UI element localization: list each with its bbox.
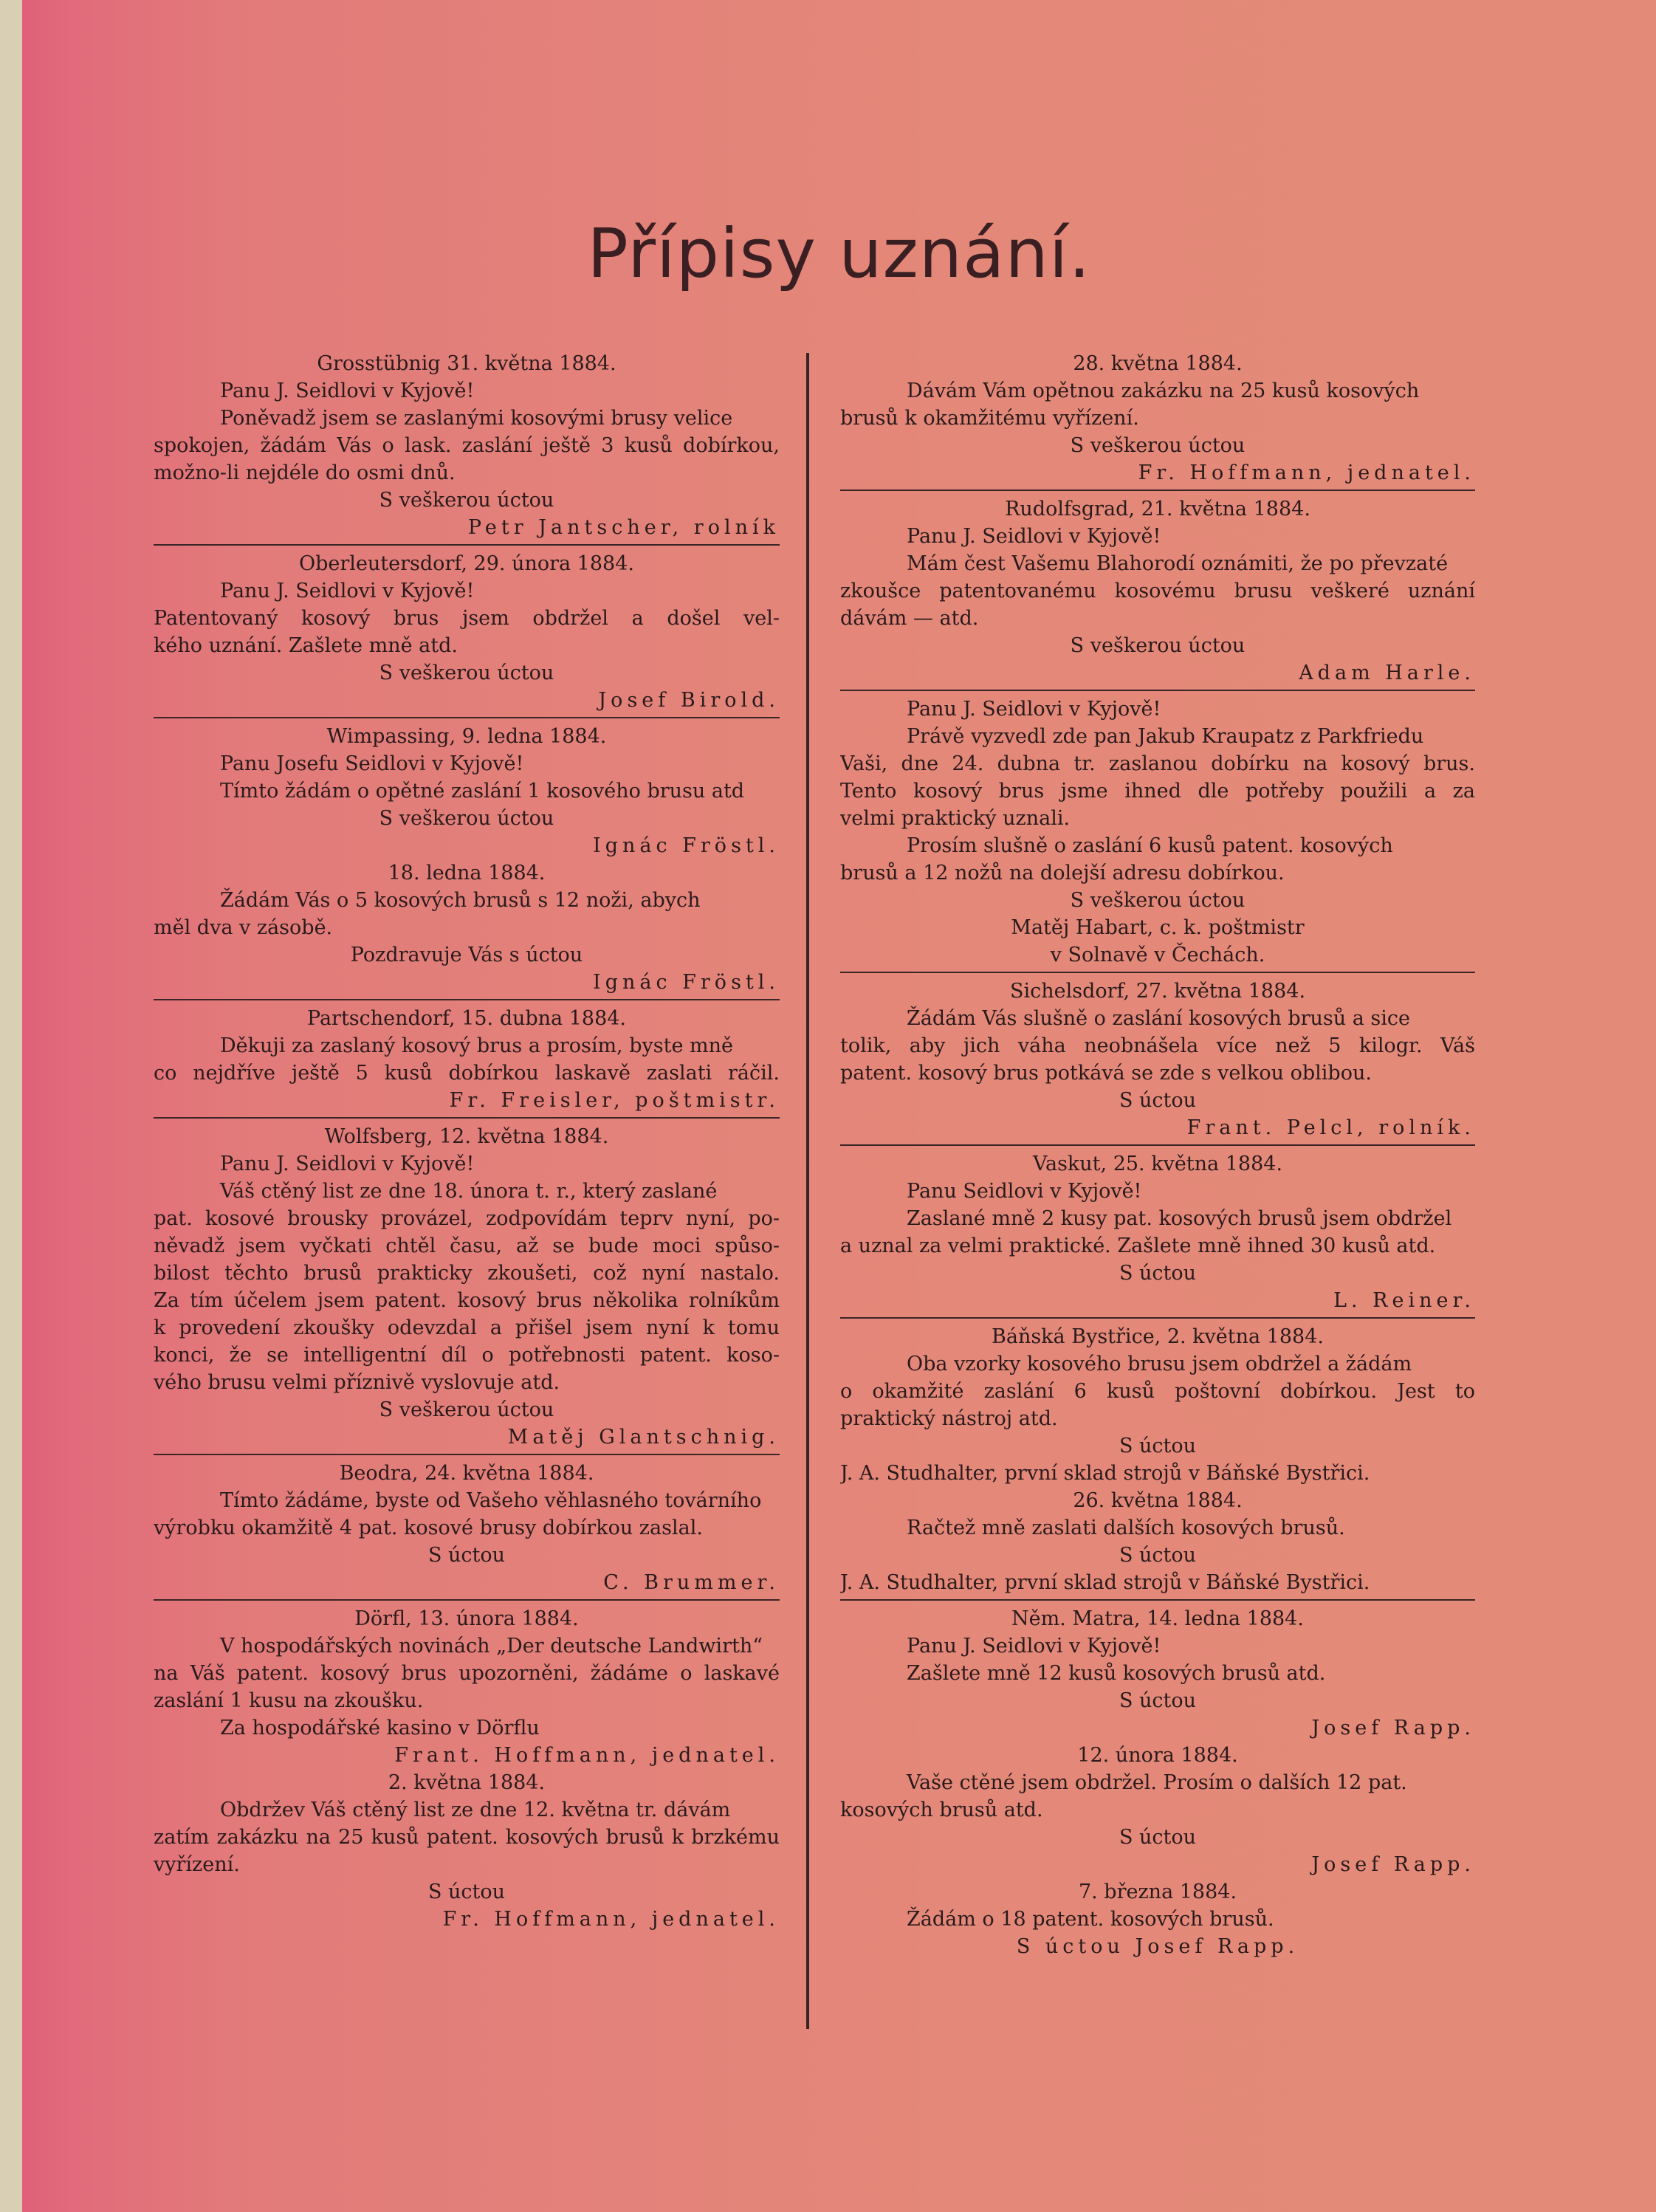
- letter: [840, 1150, 1475, 1314]
- letter-line: tolik, aby jich váha neobnášela více než 5 kilogr. Váš: [840, 1034, 1475, 1057]
- letter-line: Něm. Matra, 14. ledna 1884.: [1011, 1607, 1304, 1630]
- letter-line: Račtež mně zaslati dalších kosových brusů.: [907, 1517, 1345, 1539]
- letter-line: Matěj Glantschnig.: [507, 1426, 780, 1449]
- letter-line: brusů a 12 nožů na dolejší adresu dobírkou.: [840, 862, 1285, 885]
- letter-line: S úctou Josef Rapp.: [1016, 1935, 1299, 1958]
- letter-line: S úctou: [1119, 1826, 1197, 1849]
- letter-line: C. Brummer.: [603, 1571, 780, 1594]
- letter-line: Panu J. Seidlovi v Kyjově!: [220, 580, 475, 602]
- letter-line: Žádám o 18 patent. kosových brusů.: [907, 1908, 1274, 1931]
- letter-line: Dávám Vám opětnou zakázku na 25 kusů kosových: [907, 379, 1420, 402]
- letter-line: Frant. Pelcl, rolník.: [1186, 1116, 1475, 1139]
- letter: [154, 1605, 780, 1933]
- letter-line: S úctou: [1119, 1689, 1197, 1712]
- letter-separator: [154, 717, 780, 718]
- letter-line: S úctou: [427, 1544, 506, 1567]
- letter-line: Tento kosový brus jsme ihned dle potřeby použili a za: [840, 780, 1475, 803]
- letter-line: Josef Birold.: [598, 689, 780, 712]
- letter-line: co nejdříve ještě 5 kusů dobírkou laskavě zaslati ráčil.: [154, 1062, 780, 1085]
- letter-line: Za tím účelem jsem patent. kosový brus několika rolníkům: [154, 1289, 780, 1312]
- letter-line: Panu J. Seidlovi v Kyjově!: [907, 525, 1161, 548]
- letter-line: Fr. Hoffmann, jednatel.: [1138, 461, 1475, 484]
- letter-line: kého uznání. Zašlete mně atd.: [154, 634, 458, 657]
- letter-separator: [840, 690, 1475, 691]
- letter-line: S veškerou úctou: [379, 662, 554, 684]
- letter-line: Petr Jantscher, rolník: [467, 516, 780, 539]
- letter-line: bilost těchto brusů prakticky zkoušeti, což nyní nastalo.: [154, 1262, 780, 1285]
- letter-line: Beodra, 24. května 1884.: [339, 1462, 594, 1485]
- letter: [154, 550, 780, 714]
- letter: [154, 1460, 780, 1596]
- letter-line: Zaslané mně 2 kusy pat. kosových brusů jsem obdržel: [907, 1207, 1452, 1230]
- letter-line: Josef Rapp.: [1311, 1853, 1475, 1876]
- letter-line: Fr. Hoffmann, jednatel.: [442, 1908, 780, 1931]
- letter-line: kosových brusů atd.: [840, 1799, 1043, 1821]
- letter-line: S úctou: [1119, 1544, 1197, 1567]
- letter-line: Panu Josefu Seidlovi v Kyjově!: [220, 752, 524, 775]
- letter-line: Za hospodářské kasino v Dörflu: [220, 1717, 540, 1739]
- letter: [154, 1005, 780, 1114]
- letter-line: S veškerou úctou: [379, 489, 554, 512]
- letter-line: možno-li nejdéle do osmi dnů.: [154, 461, 456, 484]
- letter-line: 12. února 1884.: [1077, 1744, 1238, 1767]
- letter-line: Fr. Freisler, poštmistr.: [449, 1089, 780, 1112]
- letter-line: zatím zakázku na 25 kusů patent. kosových brusů k brzkému: [154, 1826, 780, 1849]
- letter: [840, 1323, 1475, 1596]
- letter-line: Prosím slušně o zaslání 6 kusů patent. kosových: [907, 834, 1393, 857]
- letter-line: pat. kosové brousky provázel, zodpovídám teprv nyní, po-: [154, 1207, 780, 1230]
- letter-line: Oberleutersdorf, 29. února 1884.: [299, 552, 634, 575]
- letter-line: 18. ledna 1884.: [388, 862, 546, 885]
- letter-line: Právě vyzvedl zde pan Jakub Kraupatz z Parkfriedu: [907, 725, 1424, 748]
- letter-line: Sichelsdorf, 27. května 1884.: [1009, 980, 1306, 1003]
- letter-line: Tímto žádáme, byste od Vašeho věhlasného továrního: [220, 1489, 762, 1512]
- page: [22, 0, 1656, 2212]
- letter-separator: [154, 999, 780, 1000]
- letter-line: Báňská Bystřice, 2. května 1884.: [992, 1325, 1324, 1348]
- letter-line: brusů k okamžitému vyřízení.: [840, 407, 1139, 430]
- left-column: [154, 350, 780, 1933]
- letter-line: na Váš patent. kosový brus upozorněni, žádáme o laskavé: [154, 1662, 780, 1685]
- letter: [840, 1605, 1475, 1960]
- letter-line: výrobku okamžitě 4 pat. kosové brusy dobírkou zaslal.: [154, 1517, 703, 1539]
- letter-separator: [154, 544, 780, 546]
- letter-line: Oba vzorky kosového brusu jsem obdržel a žádám: [907, 1353, 1412, 1375]
- letter-line: měl dva v zásobě.: [154, 916, 333, 939]
- letter-line: Ignác Fröstl.: [593, 971, 780, 994]
- letter-line: Panu J. Seidlovi v Kyjově!: [907, 698, 1161, 721]
- letter-line: Frant. Hoffmann, jednatel.: [394, 1744, 780, 1767]
- letter: [154, 350, 780, 541]
- letter-line: velmi praktický uznali.: [840, 807, 1071, 830]
- letter-line: Matěj Habart, c. k. poštmistr: [1011, 916, 1305, 939]
- letter-line: Váš ctěný list ze dne 18. února t. r., který zaslané: [220, 1180, 718, 1203]
- letter-line: Poněvadž jsem se zaslanými kosovými brusy velice: [220, 407, 733, 430]
- letter-line: S veškerou úctou: [1070, 634, 1246, 657]
- letter-line: J. A. Studhalter, první sklad strojů v Báňské Bystřici.: [840, 1462, 1370, 1485]
- letter-line: Ignác Fröstl.: [593, 834, 780, 857]
- letter-line: Dörfl, 13. února 1884.: [354, 1607, 579, 1630]
- letter-line: 2. května 1884.: [388, 1771, 546, 1794]
- letter-line: Tímto žádám o opětné zaslání 1 kosového brusu atd: [220, 780, 745, 803]
- letter-line: S veškerou úctou: [379, 807, 554, 830]
- letter-line: 28. května 1884.: [1073, 352, 1243, 375]
- letter-line: S úctou: [1119, 1089, 1197, 1112]
- letter-line: Josef Rapp.: [1311, 1717, 1475, 1739]
- page-title: Přípisy uznání.: [587, 214, 1091, 293]
- letter-line: dávám — atd.: [840, 607, 979, 630]
- letter-line: spokojen, žádám Vás o lask. zaslání ještě 3 kusů dobírkou,: [154, 434, 780, 457]
- letter-line: k provedení zkoušky odevzdal a přišel jsem nyní k tomu: [154, 1316, 780, 1339]
- letter-line: Panu J. Seidlovi v Kyjově!: [907, 1635, 1161, 1658]
- letter-line: L. Reiner.: [1333, 1289, 1475, 1312]
- letter-line: vého brusu velmi příznivě vyslovuje atd.: [154, 1371, 560, 1394]
- letter-line: Panu J. Seidlovi v Kyjově!: [220, 1153, 475, 1175]
- letter-line: o okamžité zaslání 6 kusů poštovní dobírkou. Jest to: [840, 1380, 1475, 1403]
- letter-line: patent. kosový brus potkává se zde s velkou oblibou.: [840, 1062, 1372, 1085]
- letter-separator: [840, 1599, 1475, 1601]
- letter-line: Rudolfsgrad, 21. května 1884.: [1005, 498, 1310, 521]
- letter-line: S veškerou úctou: [1070, 434, 1246, 457]
- letter-line: 26. května 1884.: [1073, 1489, 1243, 1512]
- letter-line: Wimpassing, 9. ledna 1884.: [326, 725, 607, 748]
- letter-line: praktický nástroj atd.: [840, 1407, 1058, 1430]
- letter-line: Děkuji za zaslaný kosový brus a prosím, byste mně: [220, 1034, 733, 1057]
- letter-line: Partschendorf, 15. dubna 1884.: [306, 1007, 627, 1030]
- letter-line: něvadž jsem vyčkati chtěl času, až se bude moci spůso-: [154, 1234, 780, 1257]
- letter-line: Vaskut, 25. května 1884.: [1032, 1153, 1283, 1175]
- column-divider: [806, 353, 809, 2029]
- letter: [840, 495, 1475, 687]
- letter-line: zaslání 1 kusu na zkoušku.: [154, 1689, 424, 1712]
- letter-line: S veškerou úctou: [1070, 889, 1246, 912]
- letter-line: Vaši, dne 24. dubna tr. zaslanou dobírku na kosový brus.: [840, 752, 1475, 775]
- letter-line: Žádám Vás slušně o zaslání kosových brusů a sice: [907, 1007, 1411, 1030]
- letter-line: konci, že se intelligentní díl o potřebnosti patent. koso-: [154, 1344, 780, 1367]
- letter-line: Patentovaný kosový brus jsem obdržel a došel vel-: [154, 607, 780, 630]
- letter: [840, 978, 1475, 1141]
- letter-line: S úctou: [1119, 1262, 1197, 1285]
- letter-line: Žádám Vás o 5 kosových brusů s 12 noži, abych: [220, 889, 701, 912]
- letter-line: v Solnavě v Čechách.: [1050, 944, 1265, 966]
- letter-line: Vaše ctěné jsem obdržel. Prosím o dalších 12 pat.: [907, 1771, 1407, 1794]
- letter-line: vyřízení.: [154, 1853, 240, 1876]
- letter-separator: [840, 490, 1475, 491]
- letter-line: Panu J. Seidlovi v Kyjově!: [220, 379, 475, 402]
- letter-line: Grosstübnig 31. května 1884.: [317, 352, 616, 375]
- letter-line: Panu Seidlovi v Kyjově!: [907, 1180, 1142, 1203]
- letter-separator: [840, 1144, 1475, 1146]
- letter: [154, 723, 780, 996]
- letter-line: Pozdravuje Vás s úctou: [350, 944, 583, 966]
- letter-line: Mám čest Vašemu Blahorodí oznámiti, že po převzaté: [907, 552, 1449, 575]
- letter: [840, 695, 1475, 969]
- letter: [840, 350, 1475, 487]
- letter-line: S úctou: [1119, 1435, 1197, 1457]
- letter-line: Obdržev Váš ctěný list ze dne 12. května tr. dávám: [220, 1799, 731, 1821]
- letter-line: Adam Harle.: [1299, 662, 1475, 684]
- letter-separator: [154, 1117, 780, 1119]
- letter-line: S veškerou úctou: [379, 1398, 554, 1421]
- letter-line: zkoušce patentovanému kosovému brusu veškeré uznání: [840, 580, 1475, 602]
- letter: [154, 1123, 780, 1451]
- book-gutter: [0, 0, 22, 2212]
- letter-separator: [840, 1317, 1475, 1319]
- letter-line: S úctou: [427, 1880, 506, 1903]
- letter-line: V hospodářských novinách „Der deutsche Landwirth“: [220, 1635, 763, 1658]
- letter-separator: [840, 972, 1475, 973]
- right-column: [840, 350, 1475, 1960]
- letter-line: 7. března 1884.: [1078, 1880, 1237, 1903]
- letter-line: a uznal za velmi praktické. Zašlete mně ihned 30 kusů atd.: [840, 1234, 1436, 1257]
- letter-line: Zašlete mně 12 kusů kosových brusů atd.: [907, 1662, 1326, 1685]
- letter-separator: [154, 1599, 780, 1601]
- letter-separator: [154, 1454, 780, 1455]
- letter-line: Wolfsberg, 12. května 1884.: [324, 1125, 609, 1148]
- letter-line: J. A. Studhalter, první sklad strojů v Báňské Bystřici.: [840, 1571, 1370, 1594]
